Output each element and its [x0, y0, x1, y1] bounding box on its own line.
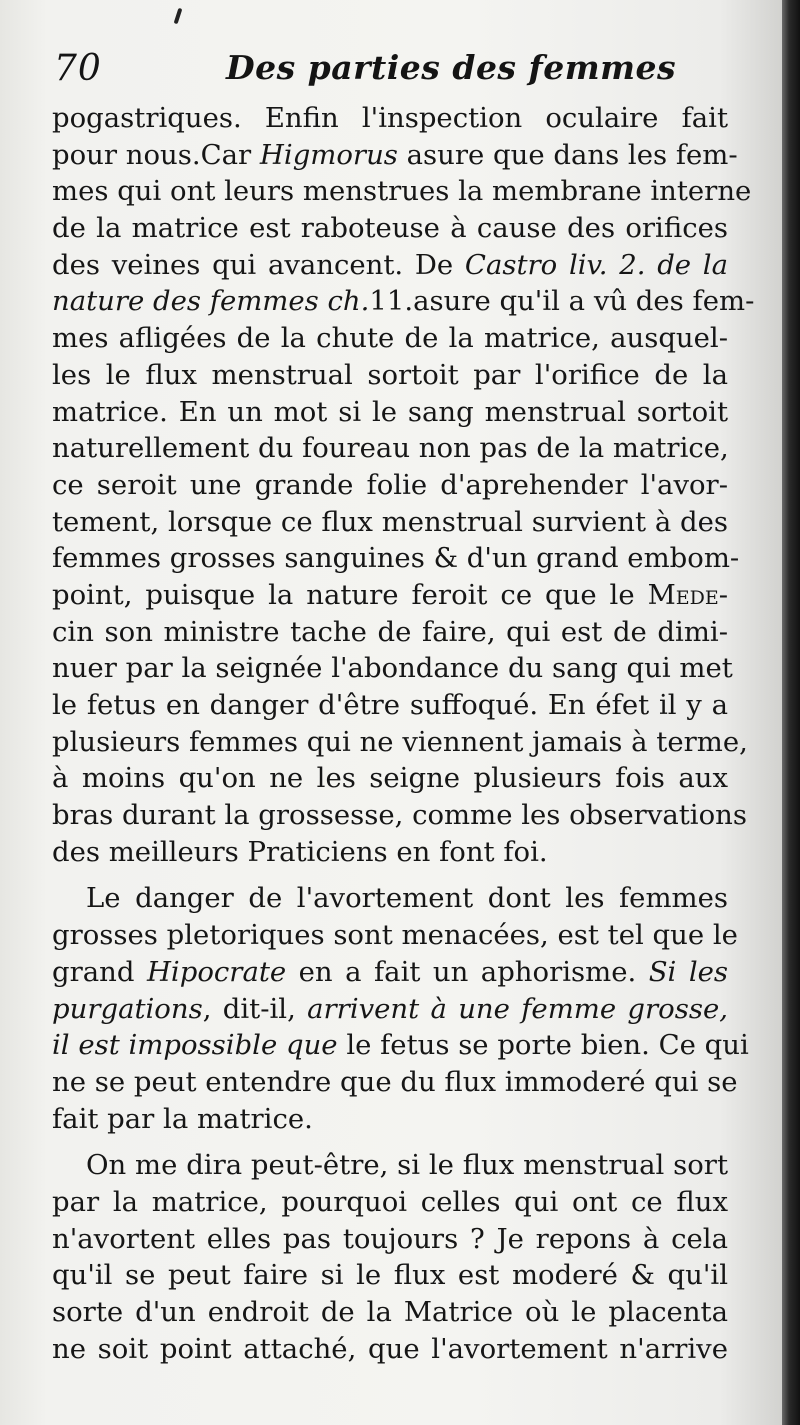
italic-text: nature des femmes ch.: [52, 285, 370, 318]
text-line: [52, 1101, 728, 1138]
text-line: [52, 760, 728, 797]
text-run: le fetus se porte bien. Ce qui: [337, 1029, 749, 1062]
text-line: [52, 1147, 728, 1184]
text-run: matrice. En un mot si le sang menstrual sortoit: [52, 395, 728, 428]
italic-text: purgations: [52, 992, 203, 1025]
text-run: ne soit point attaché, que l'avortement n'arrive: [52, 1332, 728, 1365]
text-line: [52, 1064, 738, 1101]
text-line: [52, 650, 733, 687]
text-run: sorte d'un endroit de la Matrice où le placenta: [52, 1296, 728, 1328]
text-line: [52, 137, 738, 174]
text-run: naturellement du foureau non pas de la matrice,: [52, 432, 729, 465]
text-run: plusieurs femmes qui ne viennent jamais à terme,: [52, 725, 748, 758]
body-text: [52, 100, 755, 1367]
text-run: nuer par la seignée l'abondance du sang qui met: [52, 652, 733, 685]
text-line: [52, 100, 728, 137]
text-run: ce seroit une grande folie d'aprehender l'avor-: [52, 468, 728, 501]
page-number: 70: [54, 48, 102, 89]
text-run: cin son ministre tache de faire, qui est de dimi-: [52, 615, 728, 648]
text-line: [52, 247, 728, 284]
text-line: [52, 283, 755, 320]
running-head: Des parties des femmes: [226, 48, 677, 87]
italic-text: arrivent à une femme grosse,: [307, 992, 728, 1025]
text-line: [52, 173, 752, 210]
text-run: fait par la matrice.: [52, 1102, 313, 1135]
text-run: grosses pletoriques sont menacées, est tel que le: [52, 919, 738, 952]
small-caps-text: Mede-: [647, 578, 728, 611]
text-run: le fetus en danger d'être suffoqué. En éfet il y a: [52, 689, 728, 721]
text-run: point, puisque la nature feroit ce que le: [52, 578, 648, 611]
text-line: [52, 797, 747, 834]
text-run: n'avortent elles pas toujours ? Je repons à cela: [52, 1222, 728, 1255]
text-run: pour nous.Car: [52, 138, 260, 171]
text-line: [52, 1294, 728, 1331]
text-run: par la matrice, pourquoi celles qui ont ce flux: [52, 1185, 728, 1218]
text-line: [52, 430, 728, 467]
text-line: [52, 687, 728, 724]
text-line: [52, 394, 728, 431]
text-line: [52, 1331, 728, 1368]
paragraph-gap: [52, 870, 728, 880]
text-line: [52, 1184, 728, 1221]
text-line: [52, 724, 748, 761]
page-edge-shadow: [782, 0, 800, 1425]
text-run: en a fait un aphorisme.: [286, 955, 649, 988]
text-run: des meilleurs Praticiens en font foi.: [52, 835, 548, 868]
text-run: femmes grosses sanguines & d'un grand embom-: [52, 542, 740, 575]
italic-text: Hipocrate: [146, 955, 287, 988]
text-run: Le danger de l'avortement dont les femmes: [86, 882, 728, 915]
page-header: [54, 46, 754, 98]
text-run: On me dira peut-être, si le flux menstrual sort: [86, 1149, 728, 1182]
text-line: [52, 954, 728, 991]
italic-text: Si les: [648, 955, 729, 988]
text-line: [52, 357, 728, 394]
text-run: ne se peut entendre que du flux immoderé qui se: [52, 1065, 738, 1098]
text-run: mes qui ont leurs menstrues la membrane interne: [52, 175, 752, 208]
italic-text: Higmorus: [259, 138, 398, 171]
text-run: à moins qu'on ne les seigne plusieurs fois aux: [52, 762, 728, 795]
text-line: [52, 1257, 728, 1294]
text-line: [52, 467, 728, 504]
paragraph-gap: [52, 1137, 728, 1147]
text-run: pogastriques. Enfin l'inspection oculaire fait: [52, 102, 728, 134]
italic-text: Castro liv. 2. de la: [464, 248, 728, 281]
text-line: [52, 917, 738, 954]
text-run: bras durant la grossesse, comme les observations: [52, 799, 747, 832]
text-line: [52, 210, 728, 247]
text-run: 11.asure qu'il a vû des fem-: [369, 285, 755, 318]
text-line: [52, 614, 728, 651]
text-line: [52, 834, 728, 871]
text-run: de la matrice est raboteuse à cause des orifices: [52, 212, 728, 245]
ink-speck: [174, 8, 183, 24]
italic-text: il est impossible que: [52, 1029, 338, 1062]
text-line: [52, 540, 740, 577]
text-run: , dit-il,: [202, 992, 308, 1025]
text-line: [52, 1221, 728, 1258]
text-line: [52, 504, 728, 541]
text-line: [52, 1027, 749, 1064]
text-run: qu'il se peut faire si le flux est moderé & qu'il: [52, 1259, 728, 1292]
text-line: [52, 577, 728, 614]
text-line: [52, 880, 728, 917]
text-run: des veines qui avancent. De: [52, 248, 465, 281]
text-run: asure que dans les fem-: [397, 138, 738, 171]
text-run: les le flux menstrual sortoit par l'orifice de la: [52, 358, 728, 391]
text-line: [52, 991, 728, 1028]
text-line: [52, 320, 728, 357]
text-run: mes afligées de la chute de la matrice, ausquel-: [52, 322, 728, 355]
text-run: tement, lorsque ce flux menstrual survient à des: [52, 505, 728, 538]
text-run: grand: [52, 955, 147, 988]
